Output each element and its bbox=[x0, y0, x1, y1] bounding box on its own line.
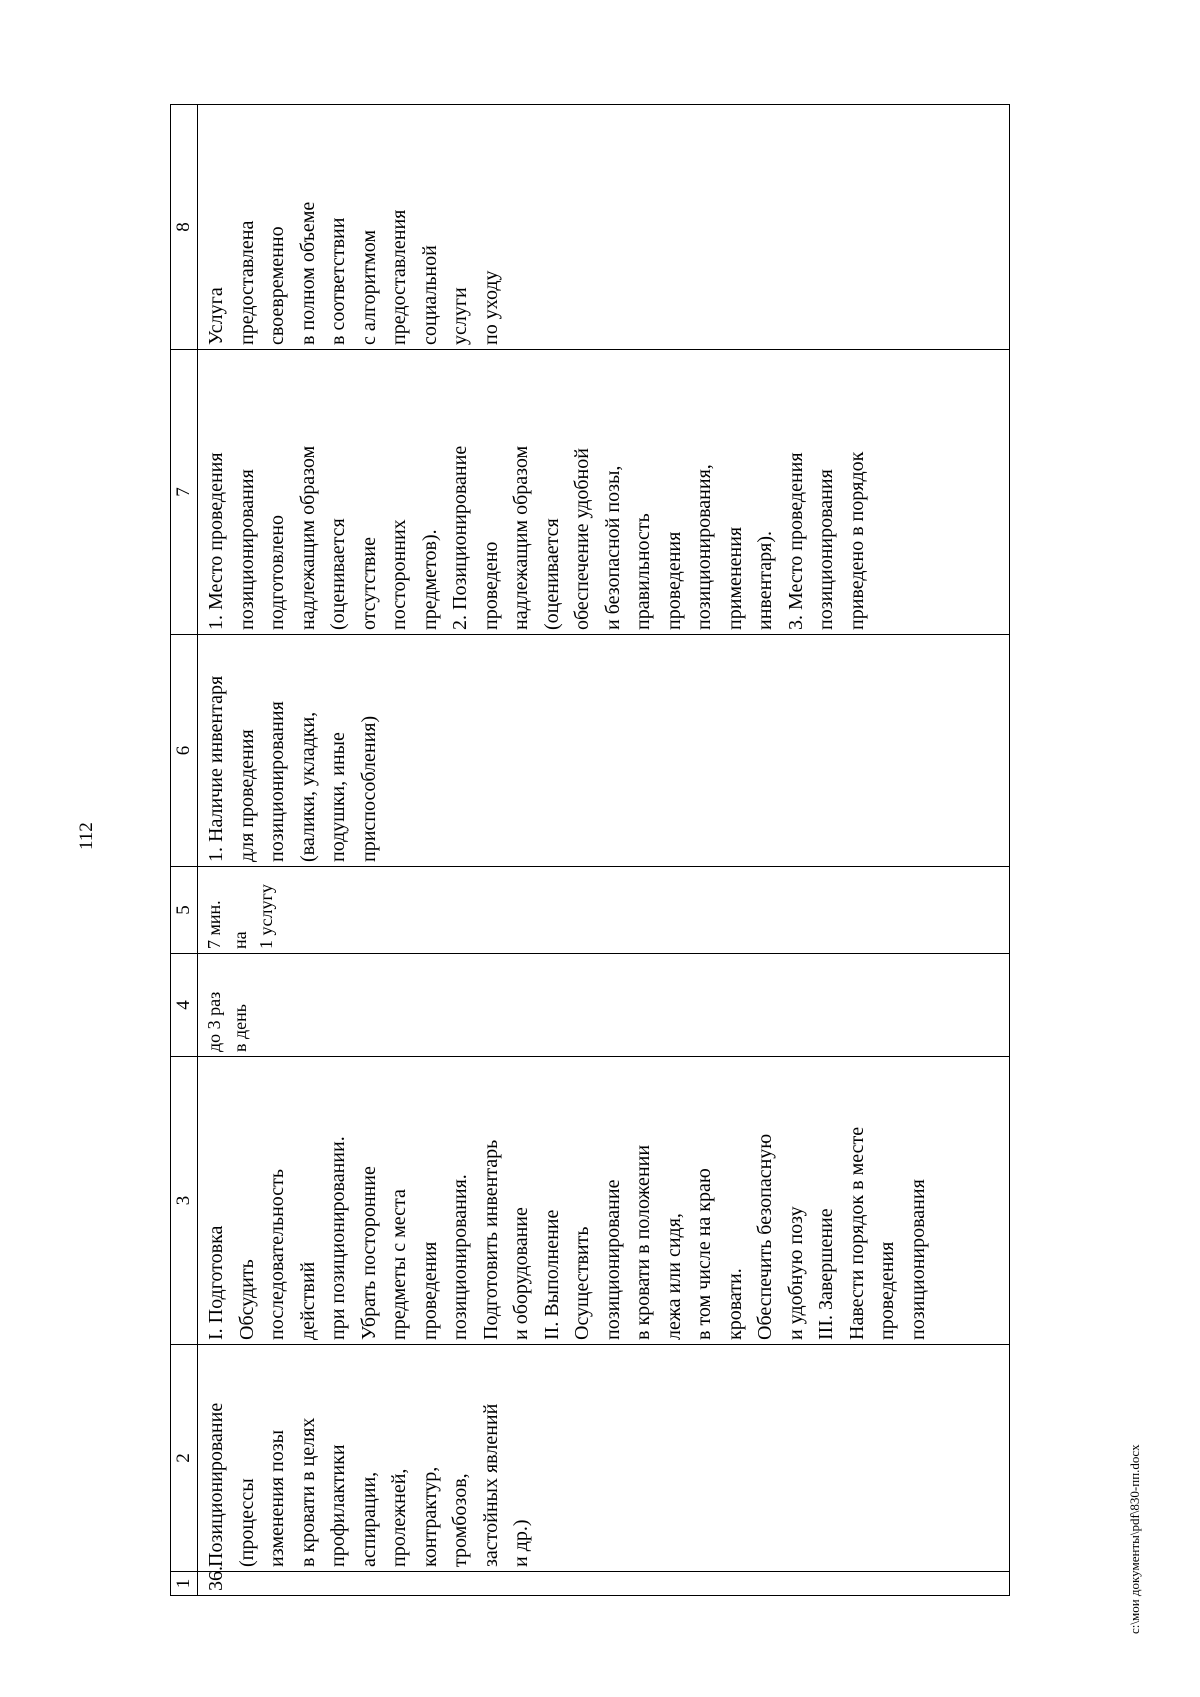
cell-line: для проведения bbox=[235, 729, 258, 862]
cell-line: проведения bbox=[418, 1241, 441, 1340]
cell-line: позиционирования bbox=[235, 469, 258, 630]
cell-line: Осуществить bbox=[571, 1226, 593, 1340]
cell-line: позиционирования bbox=[906, 1179, 929, 1340]
cell-line: аспирации, bbox=[357, 1471, 380, 1567]
cell-line: до 3 раз bbox=[204, 991, 224, 1052]
cell-line: при позиционировании. bbox=[327, 1136, 349, 1340]
cell-line: и др.) bbox=[510, 1519, 532, 1567]
cell-line: последовательность bbox=[266, 1168, 288, 1340]
duration-cell bbox=[198, 867, 1010, 954]
cell-line: действий bbox=[296, 1261, 319, 1340]
cell-line: позиционирования. bbox=[449, 1174, 471, 1340]
cell-line: инвентаря). bbox=[754, 530, 776, 630]
cell-line: в том числе на краю bbox=[693, 1168, 715, 1340]
cell-line: изменения позы bbox=[266, 1429, 288, 1567]
cell-line: подушки, иные bbox=[327, 732, 349, 862]
cell-line: Подготовить инвентарь bbox=[479, 1139, 502, 1340]
cell-line: пролежней, bbox=[388, 1468, 410, 1567]
resources-cell bbox=[198, 635, 1010, 867]
cell-line: позиционирование bbox=[601, 1179, 624, 1340]
cell-line: 1 услугу bbox=[256, 884, 276, 949]
cell-line: тромбозов, bbox=[449, 1473, 471, 1567]
cell-line: по уходу bbox=[479, 270, 502, 345]
cell-line: 36. bbox=[205, 1566, 227, 1591]
cell-line: на bbox=[230, 931, 250, 949]
service-name-cell bbox=[198, 1345, 1010, 1572]
table-header-row bbox=[171, 105, 198, 1596]
header-cell: 5 bbox=[171, 867, 198, 954]
cell-line: с алгоритмом bbox=[357, 230, 380, 345]
cell-line: кровати. bbox=[723, 1268, 746, 1340]
cell-line: в день bbox=[230, 1004, 250, 1052]
cell-line: предоставлена bbox=[235, 220, 258, 345]
cell-line: Услуга bbox=[205, 287, 227, 345]
header-cell: 4 bbox=[171, 954, 198, 1057]
cell-line: профилактики bbox=[327, 1444, 349, 1567]
cell-line: контрактур, bbox=[418, 1466, 441, 1567]
cell-line: 2. Позиционирование bbox=[449, 445, 471, 630]
cell-line: приспособления) bbox=[357, 715, 380, 862]
cell-line: позиционирования, bbox=[693, 464, 715, 630]
cell-line: услуги bbox=[449, 287, 471, 345]
cell-line: Обсудить bbox=[235, 1259, 258, 1340]
cell-line: I. Подготовка bbox=[205, 1225, 227, 1340]
cell-line: предметов). bbox=[418, 529, 441, 630]
cell-line: Позиционирование bbox=[205, 1402, 227, 1567]
header-cell: 1 bbox=[171, 1572, 198, 1596]
cell-line: (оценивается bbox=[540, 518, 563, 630]
cell-line: (валики, укладки, bbox=[296, 711, 319, 862]
cell-line: 1. Место проведения bbox=[205, 452, 227, 630]
cell-line: и оборудование bbox=[510, 1207, 532, 1340]
cell-line: Обеспечить безопасную bbox=[754, 1133, 776, 1340]
cell-line: своевременно bbox=[266, 226, 288, 345]
header-cell: 7 bbox=[171, 350, 198, 635]
cell-line: застойных явлений bbox=[479, 1403, 502, 1567]
cell-line: II. Выполнение bbox=[540, 1209, 563, 1340]
footer-file-path: c:\мои документы\pdf\830-пп.docx bbox=[1127, 1444, 1142, 1634]
services-table bbox=[170, 104, 1010, 1596]
cell-line: III. Завершение bbox=[815, 1208, 837, 1340]
cell-line: социальной bbox=[418, 245, 441, 345]
cell-line: позиционирования bbox=[815, 469, 837, 630]
cell-line: проведения bbox=[662, 531, 685, 630]
cell-line: правильность bbox=[632, 513, 654, 630]
cell-line: 1. Наличие инвентаря bbox=[205, 675, 227, 862]
cell-line: проведено bbox=[479, 541, 502, 630]
result-cell bbox=[198, 105, 1010, 350]
cell-line: надлежащим образом bbox=[510, 445, 532, 630]
cell-line: обеспечение удобной bbox=[571, 448, 593, 630]
cell-line: предметы с места bbox=[388, 1189, 410, 1340]
cell-line: отсутствие bbox=[357, 537, 380, 630]
table-row bbox=[198, 105, 1010, 1596]
frequency-cell bbox=[198, 954, 1010, 1057]
cell-line: посторонних bbox=[388, 519, 410, 630]
cell-line: приведено в порядок bbox=[845, 451, 868, 630]
rotated-table-wrapper bbox=[170, 105, 1010, 1596]
procedure-cell bbox=[198, 1057, 1010, 1345]
cell-line: в полном объеме bbox=[296, 201, 319, 345]
cell-line: лежа или сидя, bbox=[662, 1213, 685, 1340]
cell-line: в соответствии bbox=[327, 217, 349, 345]
cell-line: надлежащим образом bbox=[296, 445, 319, 630]
cell-line: (оценивается bbox=[327, 518, 349, 630]
cell-line: позиционирования bbox=[266, 701, 288, 862]
cell-line: проведения bbox=[876, 1241, 898, 1340]
cell-line: 7 мин. bbox=[204, 900, 224, 949]
cell-line: применения bbox=[723, 526, 746, 630]
header-cell: 3 bbox=[171, 1057, 198, 1345]
cell-line: 3. Место проведения bbox=[784, 452, 807, 630]
cell-line: и безопасной позы, bbox=[601, 465, 624, 630]
cell-line: и удобную позу bbox=[784, 1206, 807, 1340]
cell-line: в кровати в положении bbox=[632, 1144, 654, 1340]
cell-line: Навести порядок в месте bbox=[845, 1126, 868, 1340]
quality-indicators-cell bbox=[198, 350, 1010, 635]
cell-line: в кровати в целях bbox=[296, 1417, 319, 1567]
header-cell: 6 bbox=[171, 635, 198, 867]
cell-line: предоставления bbox=[388, 209, 410, 345]
header-cell: 2 bbox=[171, 1345, 198, 1572]
page-number: 112 bbox=[76, 822, 97, 850]
cell-line: Убрать посторонние bbox=[357, 1166, 380, 1340]
cell-line: (процессы bbox=[235, 1478, 258, 1567]
header-cell: 8 bbox=[171, 105, 198, 350]
row-number-cell bbox=[198, 1566, 1010, 1596]
cell-line: подготовлено bbox=[266, 515, 288, 630]
